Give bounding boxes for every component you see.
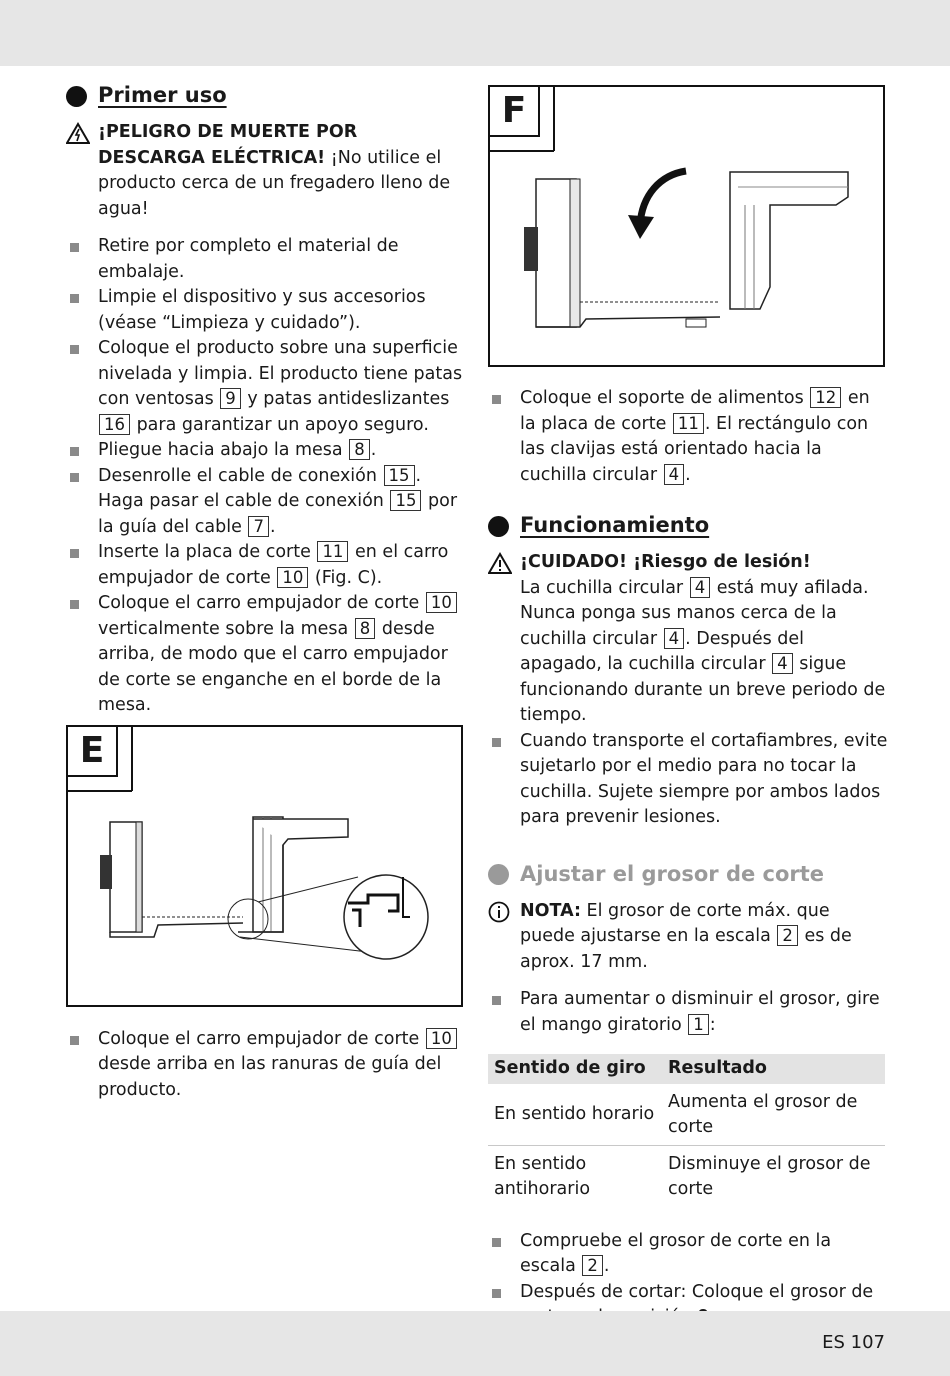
table-cell: Disminuye el grosor de corte	[668, 1153, 871, 1199]
text-run: desde arriba, de modo que el carro empujador de corte se enganche en el borde de la mesa.	[98, 618, 448, 715]
text-run: Cuando transporte el cortafiambres, evite sujetarlo por el medio para no tocar la cuchilla. Sujete siempre por ambos lados para prevenir lesiones.	[520, 730, 888, 827]
text-run: en la placa de corte	[520, 388, 870, 434]
text-run: Después de cortar: Coloque el grosor de	[520, 1281, 874, 1302]
part-reference-number: 8	[355, 618, 376, 639]
text-run: . El rectángulo con las clavijas está orientado hacia la cuchilla circular	[520, 413, 869, 485]
left-column	[66, 80, 466, 1103]
section-heading-primer-uso	[66, 80, 466, 112]
text-run: Desenrolle el cable de conexión	[98, 465, 383, 486]
figure-f	[488, 85, 885, 367]
info-circle-icon	[488, 899, 520, 976]
warning-title: ¡PELIGRO DE MUERTE POR DESCARGA ELÉCTRICA!	[98, 122, 358, 168]
part-reference-number: 15	[390, 490, 421, 511]
list-item	[488, 987, 888, 1038]
text-run: (Fig. C).	[309, 567, 383, 588]
warning-triangle-icon	[488, 550, 520, 729]
heading-text: Funcionamiento	[520, 513, 710, 538]
part-reference-number: 9	[220, 388, 241, 409]
text-run: . Haga pasar el cable de conexión	[98, 465, 422, 511]
table-row	[488, 1084, 885, 1146]
text-run: Coloque el soporte de alimentos	[520, 388, 810, 408]
text-run: sigue funcionando durante un breve periodo de tiempo.	[520, 654, 886, 725]
text-run: Coloque el producto sobre una superficie nivelada y limpia. El producto tiene patas con ventosas	[98, 338, 463, 409]
after-figure-steps	[66, 1027, 466, 1104]
part-reference-number: 11	[317, 541, 348, 562]
food-holder-steps	[488, 386, 888, 488]
text-run: por la guía del cable	[98, 491, 458, 537]
text-run: Compruebe el grosor de corte en la escala	[520, 1230, 832, 1276]
primer-uso-steps	[66, 234, 466, 719]
footer-band	[0, 1311, 950, 1376]
text-run: La cuchilla circular	[520, 577, 689, 598]
text-run: Inserte la placa de corte	[98, 542, 317, 562]
heading-text: Ajustar el grosor de corte	[520, 861, 825, 886]
text-run: desde arriba en las ranuras de guía del producto.	[98, 1054, 442, 1100]
list-item	[488, 386, 888, 488]
text-run: .	[269, 516, 276, 537]
heading-text: Primer uso	[98, 83, 227, 108]
part-reference-number: 2	[582, 1255, 603, 1276]
ajustar-steps	[488, 987, 888, 1038]
bullet-dot-icon	[488, 864, 509, 885]
text-run: .	[603, 1256, 610, 1276]
list-item	[488, 1229, 888, 1280]
text-run: Coloque el carro empujador de corte	[98, 1028, 425, 1049]
list-item	[66, 234, 466, 285]
page-number: ES 107	[822, 1332, 885, 1353]
caution-text	[520, 578, 885, 726]
list-item	[66, 438, 466, 464]
part-reference-number: 7	[248, 516, 269, 537]
list-item	[488, 729, 888, 831]
part-reference-number: 2	[777, 925, 798, 946]
part-reference-number: 4	[690, 577, 711, 598]
text-run: en el carro empujador de corte	[98, 542, 449, 588]
rotation-table	[488, 1054, 885, 1207]
warning-triangle-icon	[66, 120, 98, 222]
bullet-dot-icon	[488, 516, 509, 537]
warning-text: ¡No utilice el producto cerca de un fregadero lleno de agua!	[98, 147, 451, 219]
part-reference-number: 4	[664, 464, 685, 485]
part-reference-number: 1	[688, 1014, 709, 1035]
figure-label: E	[66, 725, 118, 777]
info-note	[488, 899, 888, 976]
text-run: El grosor de corte máx. que puede ajustarse en la escala	[520, 900, 830, 946]
list-item	[66, 1027, 466, 1104]
text-run: está muy afilada. Nunca ponga sus manos cerca de la cuchilla circular	[520, 577, 869, 649]
text-run: es de aprox. 17 mm.	[520, 926, 852, 972]
text-run: para garantizar un apoyo seguro.	[131, 414, 429, 435]
text-run: Pliegue hacia abajo la mesa	[98, 440, 349, 460]
part-reference-number: 11	[673, 413, 704, 434]
part-reference-number: 4	[664, 628, 685, 649]
section-heading-funcionamiento	[488, 510, 888, 542]
table-header: Resultado	[662, 1054, 885, 1084]
list-item	[66, 540, 466, 591]
danger-warning	[66, 120, 466, 222]
list-item	[66, 591, 466, 719]
right-column	[488, 80, 888, 1331]
list-item	[66, 336, 466, 438]
header-band	[0, 0, 950, 66]
table-row	[488, 1145, 885, 1207]
part-reference-number: 10	[426, 592, 457, 613]
figure-label: F	[488, 85, 540, 137]
table-cell: En sentido horario	[488, 1084, 662, 1146]
part-reference-number: 16	[99, 414, 130, 435]
text-run: :	[709, 1014, 716, 1035]
part-reference-number: 10	[277, 567, 308, 588]
text-run: Coloque el carro empujador de corte	[98, 593, 425, 613]
text-run: . Después del apagado, la cuchilla circular	[520, 628, 805, 674]
section-heading-ajustar	[488, 859, 888, 891]
part-reference-number: 12	[810, 387, 841, 408]
text-run: Limpie el dispositivo y sus accesorios (véase “Limpieza y cuidado”).	[98, 287, 426, 333]
table-header: Sentido de giro	[488, 1054, 662, 1084]
part-reference-number: 8	[349, 439, 370, 460]
part-reference-number: 15	[384, 465, 415, 486]
text-run: .	[370, 440, 377, 460]
caution-warning	[488, 550, 888, 729]
text-run: .	[685, 464, 691, 485]
text-run: verticalmente sobre la mesa	[98, 618, 354, 639]
list-item	[66, 285, 466, 336]
text-run: y patas antideslizantes	[241, 389, 450, 409]
list-item	[66, 464, 466, 541]
table-cell: En sentido antihorario	[494, 1153, 591, 1199]
part-reference-number: 10	[426, 1028, 457, 1049]
text-run: Retire por completo el material de embalaje.	[98, 236, 399, 282]
funcionamiento-steps	[488, 729, 888, 831]
part-reference-number: 4	[772, 653, 793, 674]
figure-e-illustration	[68, 727, 461, 1005]
table-cell: Aumenta el grosor de corte	[662, 1084, 885, 1146]
figure-f-illustration	[490, 87, 883, 365]
note-label: NOTA:	[520, 900, 581, 921]
text-run: Para aumentar o disminuir el grosor, gire el mango giratorio	[520, 989, 880, 1035]
bullet-dot-icon	[66, 86, 87, 107]
figure-e	[66, 725, 463, 1007]
caution-title: ¡CUIDADO! ¡Riesgo de lesión!	[520, 552, 811, 572]
